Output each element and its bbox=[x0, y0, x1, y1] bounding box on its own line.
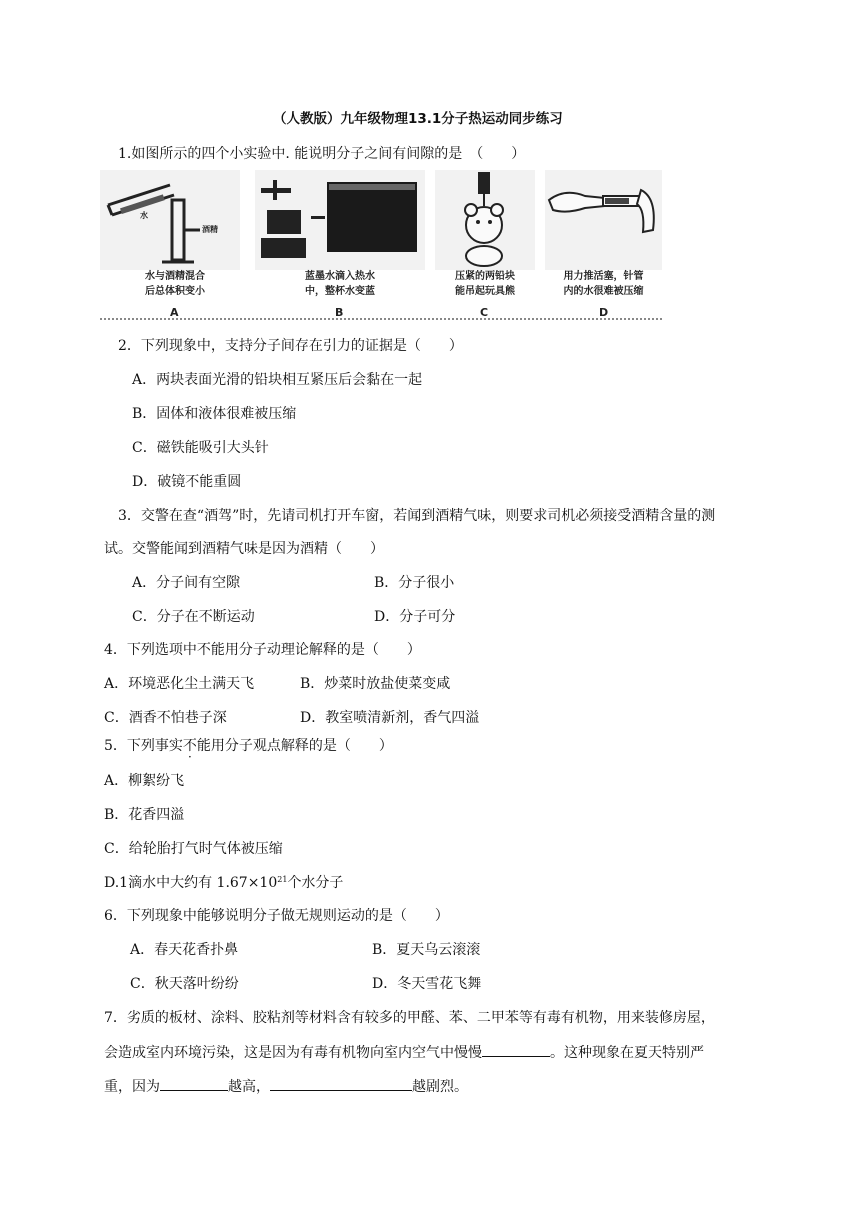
question-5-option-c: C．给轮胎打气时气体被压缩 bbox=[104, 841, 283, 857]
figure-panel-c bbox=[435, 170, 535, 320]
figure-d-letter: D bbox=[599, 306, 609, 319]
question-3-option-a: A．分子间有空隙 bbox=[132, 575, 241, 591]
ink-beaker-illustration bbox=[255, 170, 425, 270]
figure-dotted-baseline bbox=[100, 318, 662, 320]
question-1-stem: 1.如图所示的四个小实验中. 能说明分子之间有间隙的是 （ ） bbox=[118, 146, 526, 162]
question-4-stem: 4．下列选项中不能用分子动理论解释的是（ ） bbox=[104, 642, 421, 658]
question-5-option-b: B．花香四溢 bbox=[104, 807, 185, 823]
question-2-option-a: A．两块表面光滑的铅块相互紧压后会黏在一起 bbox=[132, 372, 423, 388]
answer-blank-1[interactable] bbox=[482, 1043, 550, 1057]
question-7-line-1: 7．劣质的板材、涂料、胶粘剂等材料含有较多的甲醛、苯、二甲苯等有毒有机物，用来装修房屋， bbox=[104, 1010, 715, 1026]
question-5-option-d bbox=[104, 874, 343, 892]
question-2-option-c: C．磁铁能吸引大头针 bbox=[132, 440, 269, 456]
question-4-option-a: A．环境恶化尘土满天飞 bbox=[104, 676, 255, 692]
figure-a-letter: A bbox=[170, 306, 179, 319]
figure-c-caption-line-2: 能吊起玩具熊 bbox=[455, 286, 515, 297]
question-7-line-2-post: 。这种现象在夏天特别严 bbox=[550, 1045, 704, 1061]
figure-c-letter: C bbox=[480, 306, 489, 319]
question-3-option-d: D．分子可分 bbox=[374, 609, 456, 625]
question-7-line-3 bbox=[104, 1077, 468, 1096]
question-1-figure bbox=[100, 170, 662, 326]
figure-a-caption-line-2: 后总体积变小 bbox=[145, 286, 205, 297]
question-6-option-a: A．春天花香扑鼻 bbox=[130, 942, 239, 958]
question-6-stem: 6．下列现象中能够说明分子做无规则运动的是（ ） bbox=[104, 908, 449, 924]
figure-d-caption-line-1: 用力推活塞，针管 bbox=[563, 271, 644, 282]
figure-panel-b bbox=[255, 170, 425, 320]
figure-a-caption-line-1: 水与酒精混合 bbox=[145, 271, 205, 282]
figure-b-letter: B bbox=[335, 306, 344, 319]
page-title: （人教版）九年级物理13.1分子热运动同步练习 bbox=[273, 111, 563, 127]
question-7-line-2 bbox=[104, 1043, 704, 1062]
syringe-hand-illustration bbox=[545, 170, 662, 270]
graduated-cylinder-illustration bbox=[100, 170, 240, 270]
question-4-option-c: C．酒香不怕巷子深 bbox=[104, 710, 227, 726]
answer-blank-3[interactable] bbox=[270, 1077, 412, 1091]
figure-d-caption-line-2: 内的水很难被压缩 bbox=[563, 286, 644, 297]
question-7-line-3-mid: 越高， bbox=[228, 1079, 270, 1095]
question-7-line-3-pre: 重，因为 bbox=[104, 1079, 160, 1095]
question-2-option-d: D．破镜不能重圆 bbox=[132, 474, 242, 490]
question-5-option-d-post: 个水分子 bbox=[287, 875, 344, 891]
question-3-stem-line-2: 试。交警能闻到酒精气味是因为酒精（ ） bbox=[104, 541, 384, 557]
figure-a-water-label: 水 bbox=[140, 211, 148, 220]
question-3-stem-line-1: 3．交警在查“酒驾”时，先请司机打开车窗，若闻到酒精气味，则要求司机必须接受酒精含量的测 bbox=[118, 508, 716, 524]
question-5-stem-pre: 5．下列事实 bbox=[104, 738, 183, 754]
figure-panel-d bbox=[545, 170, 662, 320]
question-6-option-b: B．夏天乌云滚滚 bbox=[372, 942, 481, 958]
question-7-line-3-post: 越剧烈。 bbox=[412, 1079, 468, 1095]
question-4-option-d: D．教室喷清新剂，香气四溢 bbox=[300, 710, 480, 726]
question-5-option-d-pre: D.1滴水中大约有 1.67×10 bbox=[104, 875, 278, 891]
answer-blank-2[interactable] bbox=[160, 1077, 228, 1091]
question-4-option-b: B．炒菜时放盐使菜变咸 bbox=[300, 676, 451, 692]
figure-a-alcohol-label: 酒精 bbox=[202, 225, 218, 234]
lead-blocks-teddy-bear-illustration bbox=[435, 170, 535, 270]
question-5-option-d-exponent: 21 bbox=[277, 875, 288, 884]
question-2-stem: 2．下列现象中，支持分子间存在引力的证据是（ ） bbox=[118, 338, 463, 354]
figure-b-caption-line-1: 蓝墨水滴入热水 bbox=[305, 271, 375, 282]
question-5-stem bbox=[104, 737, 393, 755]
question-3-option-c: C．分子在不断运动 bbox=[132, 609, 255, 625]
figure-b-caption-line-2: 中，整杯水变蓝 bbox=[305, 286, 375, 297]
figure-c-caption-line-1: 压紧的两铅块 bbox=[455, 271, 515, 282]
figure-panel-a bbox=[100, 170, 240, 320]
question-6-option-c: C．秋天落叶纷纷 bbox=[130, 976, 239, 992]
question-7-line-2-pre: 会造成室内环境污染，这是因为有毒有机物向室内空气中慢慢 bbox=[104, 1045, 482, 1061]
question-6-option-d: D．冬天雪花飞舞 bbox=[372, 976, 482, 992]
question-5-option-a: A．柳絮纷飞 bbox=[104, 773, 185, 789]
question-2-option-b: B．固体和液体很难被压缩 bbox=[132, 406, 297, 422]
question-5-stem-post: 能用分子观点解释的是（ ） bbox=[196, 738, 393, 754]
question-3-option-b: B．分子很小 bbox=[374, 575, 455, 591]
question-5-stem-emphasis: 不 bbox=[182, 738, 197, 754]
